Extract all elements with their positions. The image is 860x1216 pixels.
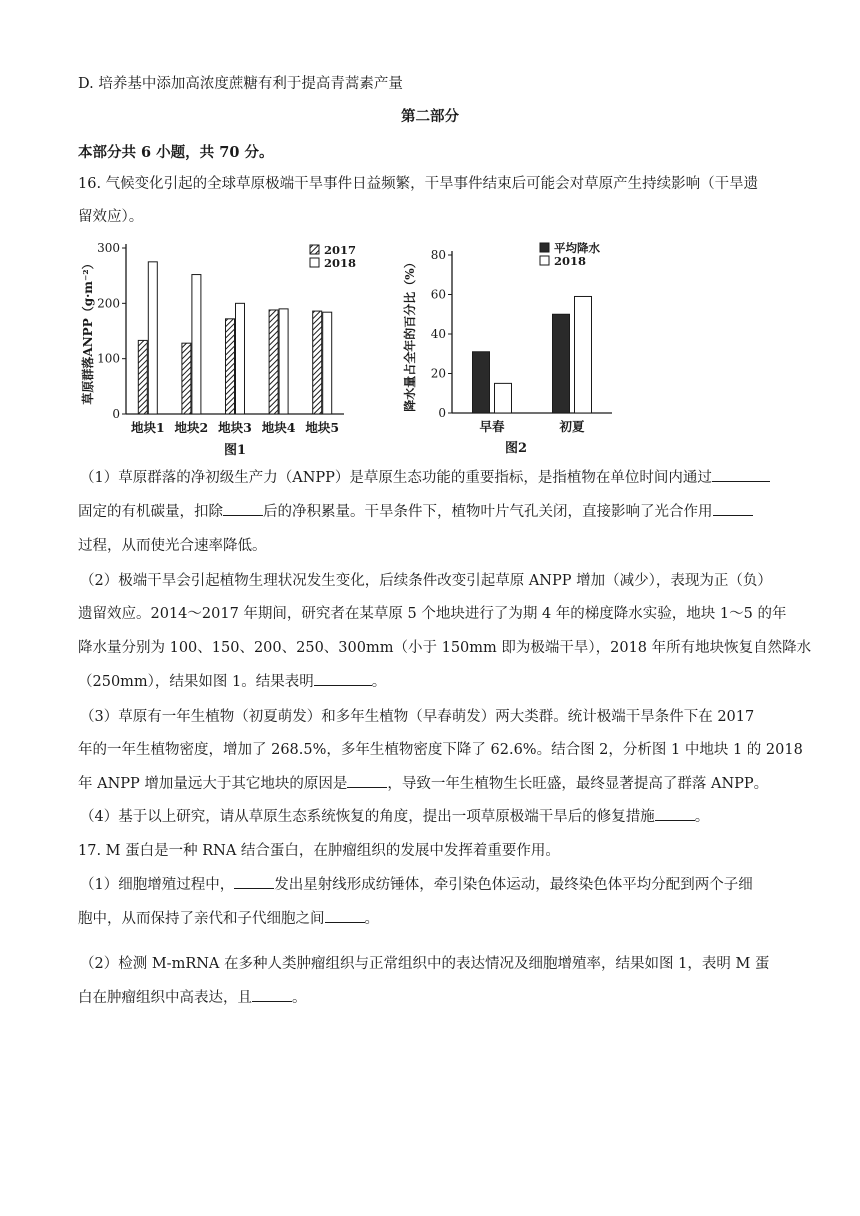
figure-1 bbox=[78, 236, 358, 465]
figure-2 bbox=[400, 236, 630, 465]
q16-part3-line1: （3）草原有一年生植物（初夏萌发）和多年生植物（早春萌发）两大类群。统计极端干旱条件下在 2017 bbox=[80, 709, 755, 725]
text-span: 固定的有机碳量，扣除 bbox=[78, 504, 223, 520]
bar-2017-地块4 bbox=[269, 310, 278, 414]
legend-label: 2017 bbox=[324, 243, 357, 257]
q16-part2-line2: 遗留效应。2014～2017 年期间，研究者在某草原 5 个地块进行了为期 4 年的梯度降水实验，地块 1～5 的年 bbox=[78, 606, 787, 622]
figure-title: 图1 bbox=[223, 443, 247, 458]
section-note: 本部分共 6 小题，共 70 分。 bbox=[78, 144, 274, 161]
text-span: （1）细胞增殖过程中， bbox=[80, 877, 235, 893]
y-axis-label: 草原群落ANPP（g·m⁻²） bbox=[81, 257, 95, 405]
q16-part3-line2: 年的一年生植物密度，增加了 268.5%，多年生植物密度下降了 62.6%。结合图 2，分析图 1 中地块 1 的 2018 bbox=[78, 742, 803, 758]
legend-label: 2018 bbox=[554, 254, 587, 268]
x-tick-label: 早春 bbox=[479, 419, 505, 434]
bar-2017-地块1 bbox=[138, 340, 147, 414]
bar-2018-地块1 bbox=[148, 262, 157, 414]
section-title: 第二部分 bbox=[401, 108, 459, 125]
text-span: 后的净积累量。干旱条件下，植物叶片气孔关闭，直接影响了光合作用 bbox=[263, 504, 713, 520]
x-tick-label: 初夏 bbox=[559, 419, 585, 434]
text-span: 胞中，从而保持了亲代和子代细胞之间 bbox=[78, 911, 325, 927]
bar-平均降水-初夏 bbox=[553, 314, 570, 413]
bar-2017-地块2 bbox=[182, 343, 191, 414]
legend-label: 平均降水 bbox=[554, 241, 600, 255]
question-16-stem-cont: 留效应）。 bbox=[78, 209, 144, 225]
question-16-stem: 16. 气候变化引起的全球草原极端干旱事件日益频繁，干旱事件结束后可能会对草原产生持续影响（干旱遗 bbox=[78, 176, 759, 192]
y-tick-label: 300 bbox=[97, 241, 120, 255]
answer-blank[interactable] bbox=[252, 987, 292, 1002]
x-tick-label: 地块1 bbox=[130, 420, 165, 435]
answer-blank[interactable] bbox=[347, 773, 387, 788]
q16-part2-line3: 降水量分别为 100、150、200、250、300mm（小于 150mm 即为极端干旱），2018 年所有地块恢复自然降水 bbox=[78, 640, 812, 656]
bar-2018-早春 bbox=[495, 383, 512, 413]
y-tick-label: 0 bbox=[112, 407, 120, 421]
bar-2018-地块4 bbox=[279, 309, 288, 414]
y-tick-label: 100 bbox=[97, 351, 120, 366]
q16-part1-line3: 过程，从而使光合速率降低。 bbox=[78, 538, 267, 554]
answer-blank[interactable] bbox=[713, 501, 753, 516]
option-d: D. 培养基中添加高浓度蔗糖有利于提高青蒿素产量 bbox=[78, 76, 403, 92]
legend-swatch bbox=[310, 245, 319, 254]
q16-part1-line1 bbox=[80, 467, 784, 489]
x-tick-label: 地块4 bbox=[261, 420, 296, 435]
legend-swatch bbox=[310, 258, 319, 267]
x-tick-label: 地块5 bbox=[305, 420, 340, 435]
text-span: 年 ANPP 增加量远大于其它地块的原因是 bbox=[78, 776, 348, 792]
x-tick-label: 地块2 bbox=[174, 420, 209, 435]
answer-blank[interactable] bbox=[325, 908, 365, 923]
text-span: 。 bbox=[364, 911, 379, 927]
q16-part3-line3 bbox=[78, 773, 782, 795]
bar-2018-地块3 bbox=[236, 303, 245, 414]
answer-blank[interactable] bbox=[655, 806, 695, 821]
figure-title: 图2 bbox=[504, 441, 528, 456]
text-span: ，导致一年生植物生长旺盛，最终显著提高了群落 ANPP。 bbox=[387, 776, 769, 792]
y-axis-label: 降水量占全年的百分比（%） bbox=[403, 256, 417, 412]
q17-part2-line1: （2）检测 M-mRNA 在多种人类肿瘤组织与正常组织中的表达情况及细胞增殖率，结果如图 1，表明 M 蛋 bbox=[80, 956, 770, 972]
bar-2017-地块3 bbox=[226, 319, 235, 414]
y-tick-label: 40 bbox=[430, 327, 446, 341]
bar-2018-地块2 bbox=[192, 275, 201, 414]
q16-part1-line2 bbox=[78, 501, 782, 523]
bar-2018-地块5 bbox=[323, 312, 332, 414]
y-tick-label: 20 bbox=[430, 366, 446, 381]
bar-2017-地块5 bbox=[313, 311, 322, 414]
text-span: 。 bbox=[292, 990, 307, 1006]
q16-part2-line4 bbox=[78, 671, 782, 693]
q16-part4 bbox=[80, 806, 784, 828]
legend-swatch bbox=[540, 243, 549, 252]
answer-blank[interactable] bbox=[234, 874, 274, 889]
y-tick-label: 0 bbox=[438, 406, 446, 420]
text-span: （250mm），结果如图 1。结果表明 bbox=[78, 674, 314, 690]
q16-part2-line1: （2）极端干旱会引起植物生理状况发生变化，后续条件改变引起草原 ANPP 增加（减少），表现为正（负） bbox=[80, 573, 772, 589]
legend-label: 2018 bbox=[324, 256, 357, 270]
text-span: （1）草原群落的净初级生产力（ANPP）是草原生态功能的重要指标，是指植物在单位时间内通过 bbox=[80, 470, 712, 486]
y-tick-label: 60 bbox=[430, 287, 446, 302]
text-span: 。 bbox=[694, 809, 710, 825]
legend-swatch bbox=[540, 256, 549, 265]
text-span: 发出星射线形成纺锤体，牵引染色体运动，最终染色体平均分配到两个子细 bbox=[274, 877, 753, 893]
figure-1-chart bbox=[78, 236, 358, 461]
x-tick-label: 地块3 bbox=[218, 420, 252, 435]
question-17-stem: 17. M 蛋白是一种 RNA 结合蛋白，在肿瘤组织的发展中发挥着重要作用。 bbox=[78, 843, 560, 859]
text-span: 。 bbox=[371, 674, 387, 690]
answer-blank[interactable] bbox=[314, 671, 372, 686]
q17-part2-line2 bbox=[78, 987, 782, 1009]
text-span: （4）基于以上研究，请从草原生态系统恢复的角度，提出一项草原极端干旱后的修复措施 bbox=[80, 809, 655, 825]
y-tick-label: 200 bbox=[97, 296, 120, 311]
text-span: 白在肿瘤组织中高表达，且 bbox=[78, 990, 252, 1006]
q17-part1-line2 bbox=[78, 908, 782, 930]
bar-2018-初夏 bbox=[575, 296, 592, 413]
figure-2-chart bbox=[400, 236, 630, 461]
bar-平均降水-早春 bbox=[473, 352, 490, 413]
q17-part1-line1 bbox=[80, 874, 784, 896]
answer-blank[interactable] bbox=[712, 467, 770, 482]
y-tick-label: 80 bbox=[430, 248, 446, 262]
answer-blank[interactable] bbox=[223, 501, 263, 516]
